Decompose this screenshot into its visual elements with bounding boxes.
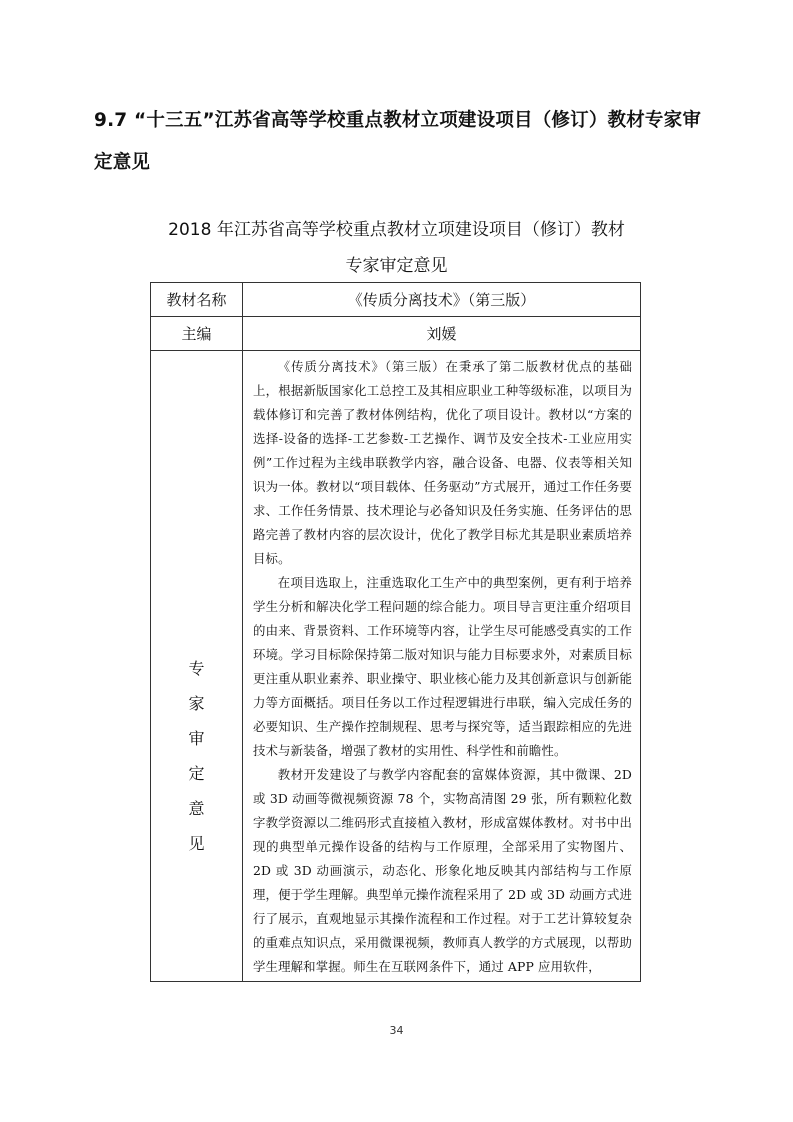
document-title [140,212,653,284]
table-row-textbook-name [151,283,641,317]
document-title-line-1: 2018 年江苏省高等学校重点教材立项建设项目（修订）教材 [168,220,625,240]
expert-opinion-label-char: 家 [188,694,205,713]
editor-label: 主编 [151,317,243,351]
section-heading: 9.7 “十三五”江苏省高等学校重点教材立项建设项目（修订）教材专家审定意见 [94,110,702,173]
expert-opinion-label [151,351,243,982]
expert-opinion-label-char: 专 [188,659,205,678]
expert-opinion-label-char: 见 [188,834,205,853]
textbook-name-value: 《传质分离技术》（第三版） [243,283,641,317]
opinion-paragraph: 教材开发建设了与教学内容配套的富媒体资源，其中微课、2D 或 3D 动画等微视频资源 78 个，实物高清图 29 张，所有颗粒化数字教学资源以二维码形式直接植入教材，形成富媒体教材。对书中出现的典型单元操作设备的结构与工作原理，全部采用了实物图片、2D 或 3D 动画演示，动态化、形象化地反映其内部结构与工作原理，便于学生理解。典型单元操作流程采用了 2D 或 3D 动画方式进行了展示，直观地显示其操作流程和工作过程。对于工艺计算较复杂的重难点知识点，采用微课视频，教师真人教学的方式展现，以帮助学生理解和掌握。师生在互联网条件下，通过 APP 应用软件， [253,767,632,974]
editor-value: 刘媛 [243,317,641,351]
document-title-line-2: 专家审定意见 [345,256,448,276]
expert-opinion-label-char: 审 [188,729,205,748]
table-row-editor [151,317,641,351]
opinion-paragraph: 《传质分离技术》（第三版）在秉承了第二版教材优点的基础上，根据新版国家化工总控工及其相应职业工种等级标准，以项目为载体修订和完善了教材体例结构，优化了项目设计。教材以“方案的选择-设备的选择-工艺参数-工艺操作、调节及安全技术-工业应用实例”工作过程为主线串联教学内容，融合设备、电器、仪表等相关知识为一体。教材以“项目载体、任务驱动”方式展开，通过工作任务要求、工作任务情景、技术理论与必备知识及任务实施、任务评估的思路完善了教材内容的层次设计，优化了教学目标尤其是职业素质培养目标。 [253,359,632,566]
expert-opinion-text [243,351,641,982]
expert-opinion-table [150,282,641,982]
opinion-paragraph: 在项目选取上，注重选取化工生产中的典型案例，更有利于培养学生分析和解决化学工程问题的综合能力。项目导言更注重介绍项目的由来、背景资料、工作环境等内容，让学生尽可能感受真实的工作环境。学习目标除保持第二版对知识与能力目标要求外，对素质目标更注重从职业素养、职业操守、职业核心能力及其创新意识与创新能力等方面概括。项目任务以工作过程逻辑进行串联，编入完成任务的必要知识、生产操作控制规程、思考与探究等，适当跟踪相应的先进技术与新装备，增强了教材的实用性、科学性和前瞻性。 [253,575,632,758]
table-row-expert-opinion [151,351,641,982]
expert-opinion-label-char: 意 [188,799,205,818]
page-number: 34 [389,1024,404,1037]
expert-opinion-label-char: 定 [188,764,205,783]
textbook-name-label: 教材名称 [151,283,243,317]
